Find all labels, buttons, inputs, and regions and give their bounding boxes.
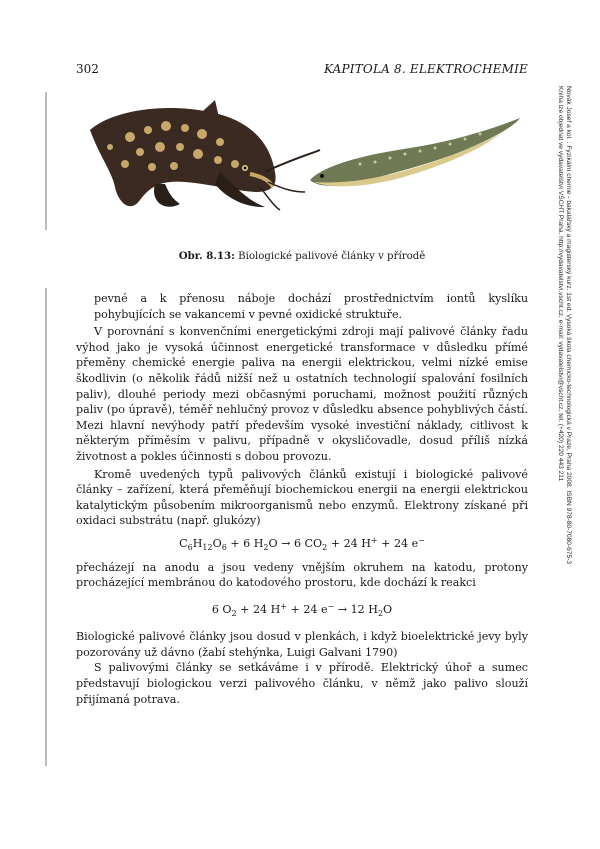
- side-citation-line2: Kniha lze objednat ve vydavatelství VŠCHT Praha. http://vydavatelstvi.vscht.cz, e-mail: vydavatelstvi@vscht.cz, tel. (+420) 220 443 211: [557, 86, 564, 482]
- margin-bar-top: [45, 92, 47, 230]
- page-header: [76, 62, 528, 78]
- figure-illustration: [70, 92, 530, 242]
- margin-bar-bottom: [45, 288, 47, 766]
- figure-caption: [76, 250, 528, 262]
- paragraph-biological-cells: Kromě uvedených typů palivových článků existují i biologické palivové články – zařízení, která přeměňují biochemickou energii na energii elektrickou katalytickým působením mikroorganismů nebo enzymů. Elektrony získané při oxidaci substrátu (např. glukózy): [76, 467, 528, 528]
- caption-label: Obr. 8.13:: [178, 250, 235, 262]
- page-number: 302: [76, 62, 99, 76]
- catfish-image: [90, 100, 320, 210]
- fish-illustration: [70, 92, 530, 242]
- side-citation-text: [556, 86, 572, 564]
- equation-oxygen-reduction: 6 $O_2 + 24$ H+ + 24 e− → 12 $H_2O$: [211, 601, 393, 618]
- paragraph-electron-transfer: přecházejí na anodu a jsou vedeny vnějším okruhem na katodu, protony procházející membránou do katodového prostoru, kde dochází k reakci: [76, 560, 528, 590]
- paragraph-advantages: V porovnání s konvenčními energetickými zdroji mají palivové články řadu výhod jako je vysoká účinnost energetické transformace v důsledku přímé přeměny chemické energie paliva na energii elektrickou, velmi nízké emise škodlivin (o několik řádů nižší než u ostatních technologií spalování fosilních paliv), dlouhé periody mezi občasnými poruchami, možnost použití různých paliv (po úpravě), téměř nehlučný provoz v důsledku absence pohyblivých částí. Mezi hlavní nevýhody patří především vysoké investiční náklady, citlivost k některým příměsím v palivu, případně v okysličovadle, dosud příliš nízká životnost a pokles účinnosti s dobou provozu.: [76, 325, 528, 463]
- chapter-title: KAPITOLA 8. ELEKTROCHEMIE: [323, 62, 528, 76]
- caption-text: Biologické palivové články v přírodě: [234, 251, 426, 262]
- side-citation: [557, 86, 580, 726]
- body-text: [76, 291, 528, 707]
- paragraph-continuation: pevné a k přenosu náboje dochází prostřednictvím iontů kyslíku pohybujících se vakancemi v pevné oxidické struktuře.: [94, 292, 528, 321]
- side-citation-line1: Novák Josef a kol. : Fyzikální chemie - bakalářský a magisterský kurz. 1st ed. Vysoká škola chemicko-technologická v Praze, Praha 2008. ISBN 978-80-7080-675-3: [565, 86, 572, 565]
- paragraph-history: Biologické palivové články jsou dosud v plenkách, i když bioelektrické jevy byly pozorovány už dávno (žabí stehýnka, Luigi Galvani 1790): [76, 630, 528, 659]
- equation-glucose-oxidation: $C_6H_{12}O_6 + 6$ $H_2O \to 6$ $CO_2 + 24$ H+ + 24 e−: [179, 535, 425, 552]
- eel-image: [310, 118, 520, 186]
- paragraph-nature: S palivovými články se setkáváme i v přírodě. Elektrický úhoř a sumec představují biologickou verzi palivového článku, v němž jako palivo slouží přijímaná potrava.: [76, 661, 528, 706]
